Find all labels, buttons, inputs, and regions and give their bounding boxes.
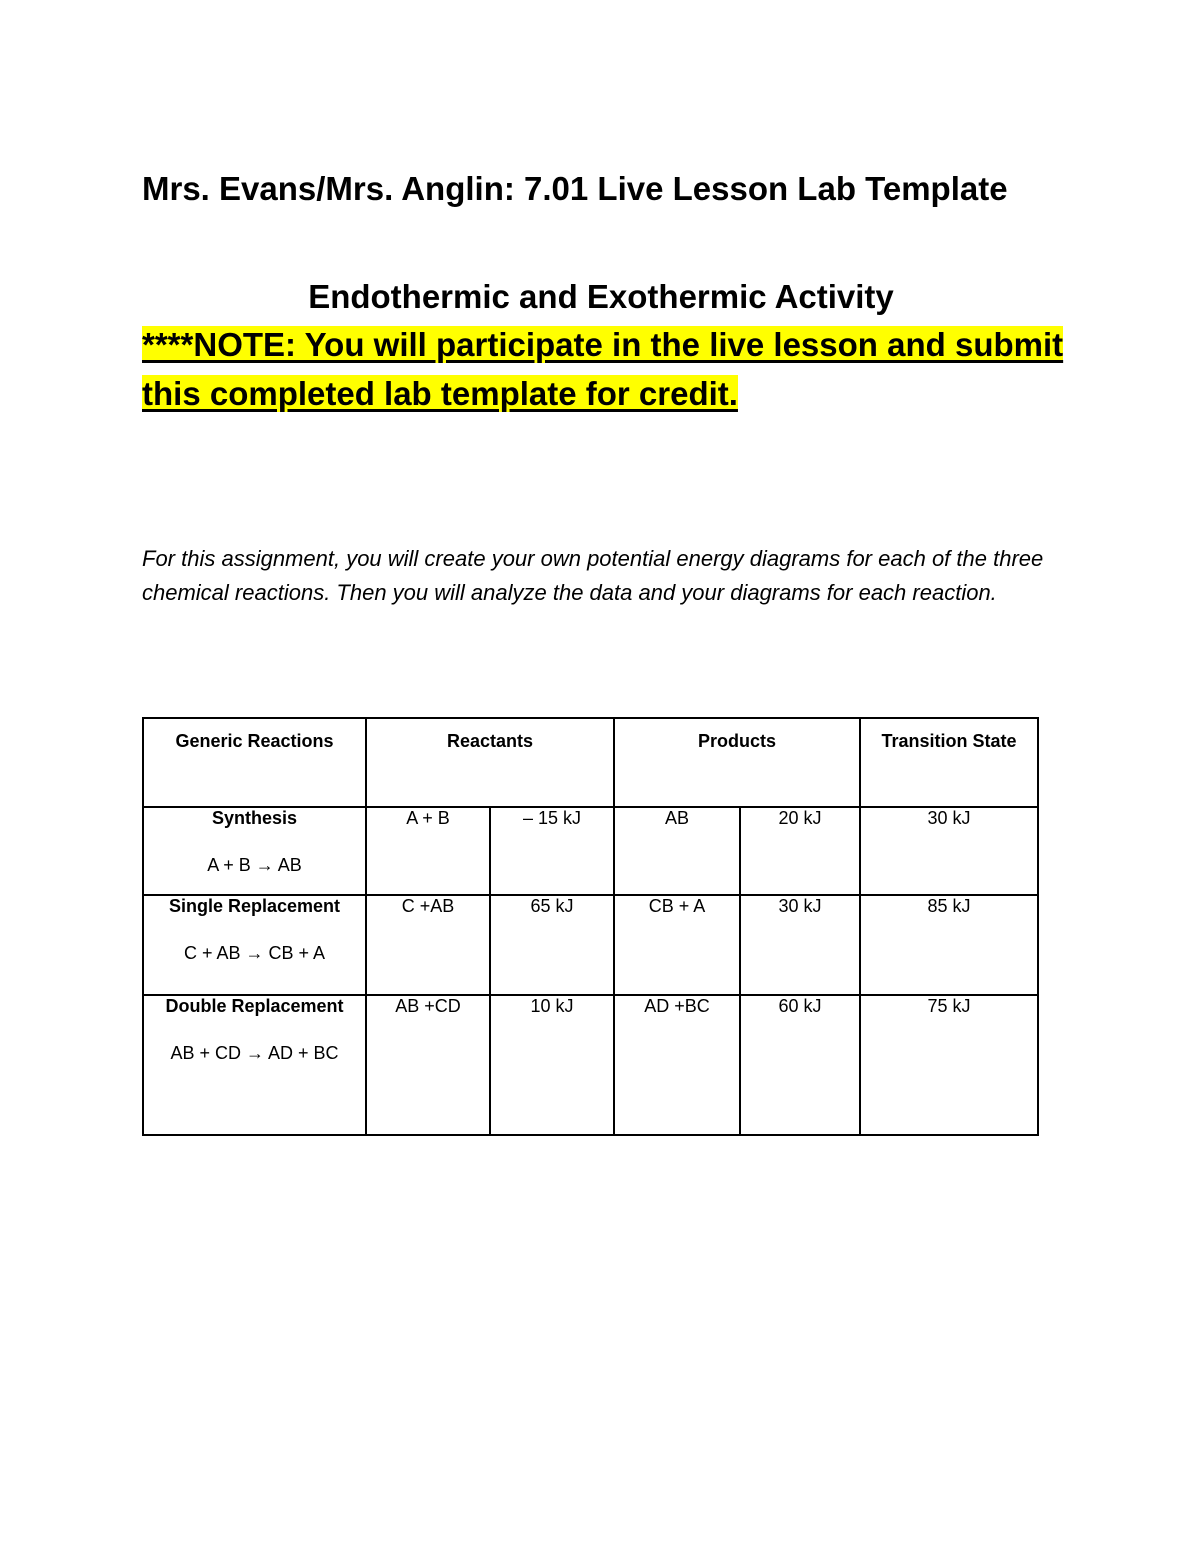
reaction-equation: AB + CD → AD + BC	[170, 1043, 339, 1063]
credit-note	[142, 320, 1067, 418]
reactants-energy: 65 kJ	[530, 896, 574, 916]
reaction-name: Single Replacement	[168, 896, 341, 916]
products-formula: CB + A	[648, 896, 706, 916]
reaction-equation: A + B → AB	[207, 855, 302, 875]
products-energy: 30 kJ	[778, 896, 822, 916]
reaction-cell	[143, 995, 366, 1135]
products-energy-cell	[740, 995, 860, 1135]
reactants-formula-cell	[366, 895, 490, 995]
reaction-energy-table	[142, 717, 1039, 1136]
header-products: Products	[614, 718, 860, 807]
reaction-name: Double Replacement	[165, 996, 344, 1016]
products-formula: AD +BC	[644, 996, 710, 1016]
transition-energy-cell	[860, 995, 1038, 1135]
header-reactants: Reactants	[366, 718, 614, 807]
reactants-energy: – 15 kJ	[522, 808, 582, 828]
table-row	[143, 807, 1038, 895]
reaction-cell	[143, 895, 366, 995]
transition-energy-cell	[860, 807, 1038, 895]
transition-energy: 30 kJ	[927, 808, 971, 828]
reaction-cell	[143, 807, 366, 895]
reactants-formula: C +AB	[401, 896, 455, 916]
reactants-energy-cell	[490, 995, 614, 1135]
products-energy-cell	[740, 807, 860, 895]
header-generic-reactions: Generic Reactions	[143, 718, 366, 807]
reactants-energy-cell	[490, 895, 614, 995]
products-formula-cell	[614, 995, 740, 1135]
table-header-row	[143, 718, 1038, 807]
products-energy: 60 kJ	[778, 996, 822, 1016]
activity-heading: Endothermic and Exothermic Activity	[308, 278, 894, 315]
products-formula-cell	[614, 807, 740, 895]
assignment-instructions: For this assignment, you will create your own potential energy diagrams for each of the three chemical reactions. Then you will analyze the data and your diagrams for each reaction.	[142, 546, 1044, 605]
transition-energy: 75 kJ	[927, 996, 971, 1016]
reactants-formula: A + B	[406, 808, 450, 828]
transition-energy: 85 kJ	[927, 896, 971, 916]
transition-energy-cell	[860, 895, 1038, 995]
reactants-formula: AB +CD	[395, 996, 461, 1016]
reactants-formula-cell	[366, 995, 490, 1135]
table-row	[143, 995, 1038, 1135]
reactants-energy: 10 kJ	[530, 996, 574, 1016]
header-transition-state: Transition State	[860, 718, 1038, 807]
products-formula-cell	[614, 895, 740, 995]
products-energy-cell	[740, 895, 860, 995]
reaction-equation: C + AB → CB + A	[183, 943, 326, 963]
page-title: Mrs. Evans/Mrs. Anglin: 7.01 Live Lesson Lab Template	[142, 170, 1008, 207]
products-formula: AB	[665, 808, 690, 828]
table-row	[143, 895, 1038, 995]
credit-note-text: ****NOTE: You will participate in the live lesson and submit this completed lab template for credit.	[142, 326, 1064, 412]
reactants-formula-cell	[366, 807, 490, 895]
products-energy: 20 kJ	[778, 808, 822, 828]
reactants-energy-cell	[490, 807, 614, 895]
reaction-name: Synthesis	[211, 808, 298, 828]
